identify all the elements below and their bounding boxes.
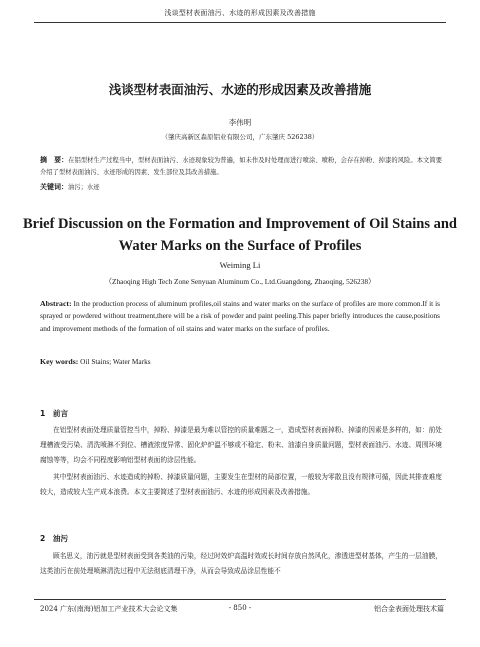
- chinese-abstract: [40, 154, 442, 179]
- header-rule: [34, 22, 446, 23]
- english-affiliation: （Zhaoqing High Tech Zone Senyuan Aluminum Co., Ltd.Guangdong, Zhaoqing, 526238）: [104, 277, 376, 286]
- english-author: Weiming Li: [219, 260, 261, 270]
- section-heading-introduction: 1 前言: [40, 409, 69, 418]
- section-heading-oil-stains: 2 油污: [40, 534, 69, 543]
- chinese-abstract-text: 在铝型材生产过程当中，型材表面油污、水迹现象较为普遍，如未作及时处理而进行喷涂、喷粉，会存在掉粉、掉漆的风险。本文简要介绍了型材表面油污、水迹形成的因素、发生部位及其改善措施。: [40, 157, 443, 176]
- chinese-keywords-label: 关键词：: [40, 183, 68, 191]
- chinese-affiliation: （肇庆高新区森原铝业有限公司，广东肇庆 526238）: [161, 133, 319, 141]
- english-keywords: [40, 357, 440, 366]
- english-abstract: [40, 298, 440, 335]
- chinese-keywords: [40, 182, 442, 192]
- page-number: - 850 -: [228, 604, 252, 612]
- english-title: Brief Discussion on the Formation and Improvement of Oil Stains and Water Marks on the Surface of Profiles: [23, 216, 457, 254]
- english-abstract-text: In the production process of aluminum profiles,oil stains and water marks on the surface of profiles are more common.If it is sprayed or powdered without treatment,there will be a risk of powder and paint peeling.This paper briefly introduces the cause,positions and improvement methods of the formation of oil stains and water marks on the surface of profiles.: [40, 299, 440, 333]
- chinese-abstract-label: 摘 要：: [40, 156, 69, 164]
- footer-proceedings: 2024 广东(南海)铝加工产业技术大会论文集: [40, 605, 178, 613]
- body-paragraph: 在铝型材表面处理质量管控当中，掉粉、掉漆是最为难以管控的质量难题之一，造成型材表面掉粉、掉漆的因素是多样的，如：前处理槽液受污染、清洗喷淋不到位、槽液浓度异常、固化炉炉温不够或不稳定、粉末、油漆自身质量问题，型材表面油污、水迹、周围环境腐蚀等等，均会不同程度影响铝型材表面的涂层性能。: [40, 426, 442, 465]
- english-keywords-text: Oil Stains; Water Marks: [78, 357, 151, 366]
- body-paragraph: 其中型材表面油污、水迹造成的掉粉、掉漆质量问题，主要发生在型材的局部位置，一般较为零散且没有规律可循，因此其排查难度较大，造成较大生产成本浪费。本文主要简述了型材表面油污、水迹的形成因素及改善措施。: [40, 473, 442, 497]
- chinese-author: 李伟明: [228, 118, 252, 127]
- footer-rule: [34, 599, 446, 600]
- footer-section: 铝合金表面处理技术篇: [374, 605, 444, 613]
- body-paragraph: 顾名思义，油污就是型材表面受到各类油的污染，经过时效炉高温时效或长时间存放自然风化，渗透进型材基体，产生的一层油膜，这类油污在前处理喷淋清洗过程中无法彻底清理干净，从而会导致成品涂层性能不: [40, 552, 442, 576]
- chinese-keywords-text: 油污；水迹: [68, 184, 100, 191]
- english-keywords-label: Key words:: [40, 357, 79, 366]
- running-header: 浅谈型材表面油污、水迹的形成因素及改善措施: [164, 9, 316, 17]
- english-abstract-label: Abstract:: [40, 299, 72, 308]
- chinese-title: 浅谈型材表面油污、水迹的形成因素及改善措施: [108, 82, 372, 97]
